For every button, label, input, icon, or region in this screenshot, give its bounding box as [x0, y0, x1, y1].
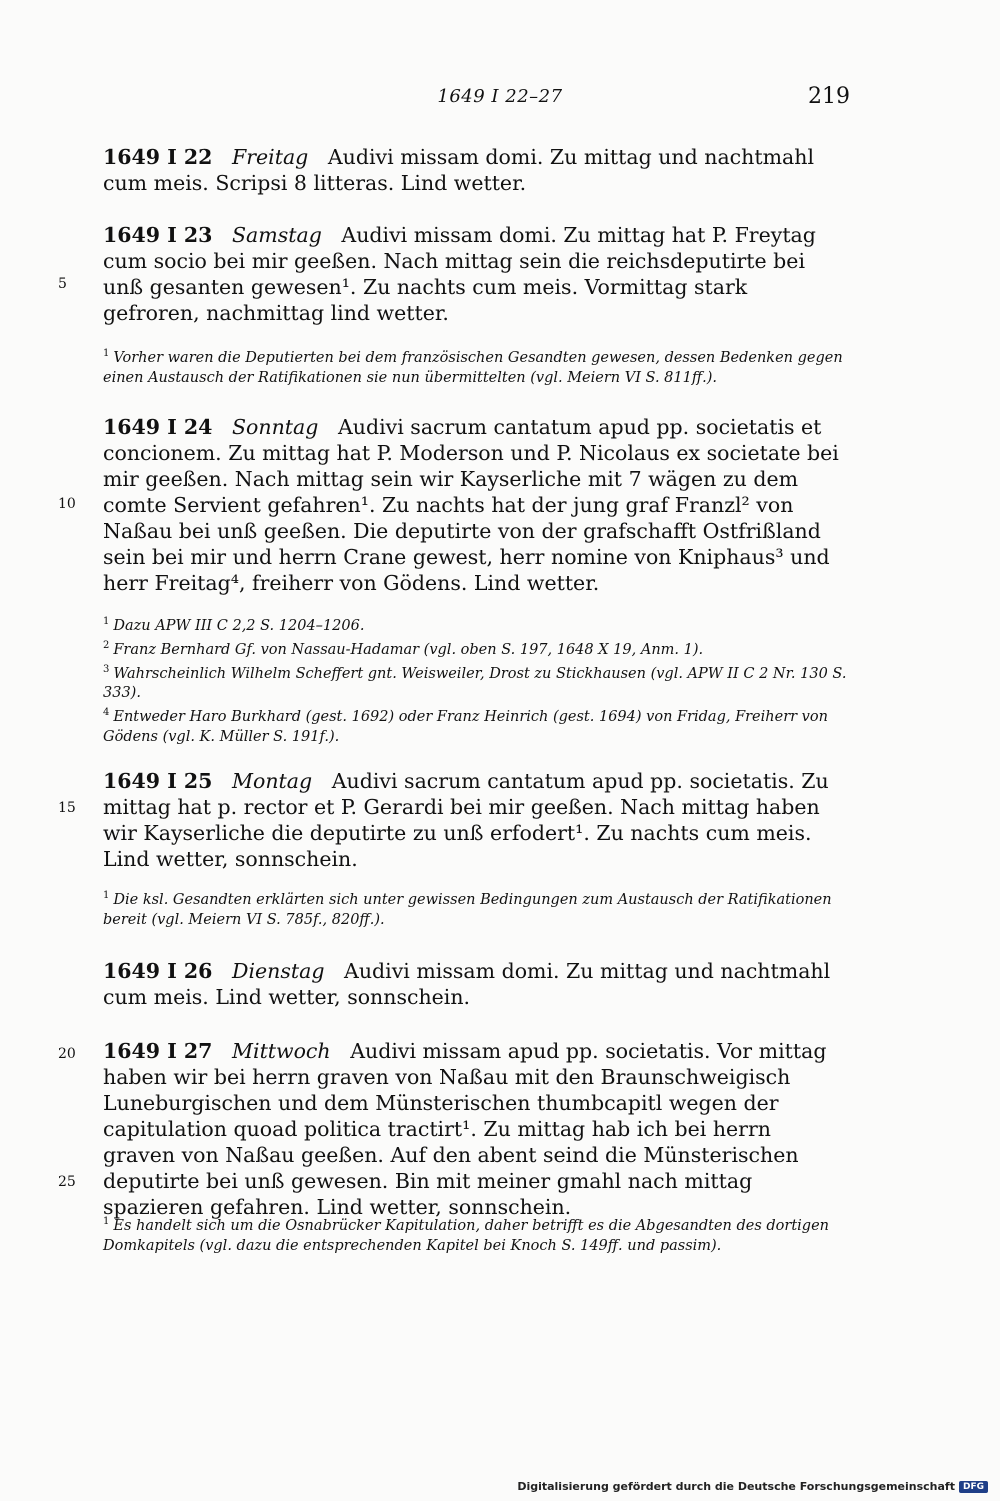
- entry-date: 1649 I 22: [103, 145, 213, 169]
- line-number: 5: [58, 276, 67, 292]
- entry-text: Audivi missam domi. Zu mittag und nachtmahl cum meis. Lind wetter, sonnschein.: [103, 959, 831, 1009]
- line-number: 10: [58, 496, 76, 512]
- footer-text: Digitalisierung gefördert durch die Deutsche Forschungsgemeinschaft: [517, 1480, 955, 1493]
- entry-text: Audivi missam apud pp. societatis. Vor mittag haben wir bei herrn graven von Naßau mit den Braunschweigisch Luneburgischen und dem Münsterischen thumbcapitl wegen der capitulation quoad politica tractirt¹. Zu mittag hab ich bei herrn graven von Naßau geeßen. Auf den abent seind die Münsterischen deputirte bei unß gewesen. Bin mit meiner gmahl nach mittag spazieren gefahren. Lind wetter, sonnschein.: [103, 1039, 827, 1219]
- entry-text: Audivi sacrum cantatum apud pp. societatis. Zu mittag hat p. rector et P. Gerardi bei mir geeßen. Nach mittag haben wir Kayserliche die deputirte zu unß erfodert¹. Zu nachts cum meis. Lind wetter, sonnschein.: [103, 769, 829, 871]
- footnotes: [103, 612, 848, 747]
- diary-entry: [103, 1038, 848, 1220]
- entry-weekday: Samstag: [232, 223, 322, 247]
- entry-weekday: Dienstag: [232, 959, 325, 983]
- footnote: $^1$ Dazu APW III C 2,2 S. 1204–1206.: [103, 616, 365, 634]
- entry-text: Audivi missam domi. Zu mittag und nachtmahl cum meis. Scripsi 8 litteras. Lind wetter.: [103, 145, 815, 195]
- footnotes: [103, 886, 848, 930]
- entry-date: 1649 I 25: [103, 769, 213, 793]
- footnote: $^4$ Entweder Haro Burkhard (gest. 1692) oder Franz Heinrich (gest. 1694) von Fridag, Freiherr von Gödens (vgl. K. Müller S. 191f.).: [103, 707, 828, 746]
- page-number: 219: [808, 84, 850, 109]
- line-number: 25: [58, 1174, 76, 1190]
- entry-date: 1649 I 26: [103, 959, 213, 983]
- entry-date: 1649 I 27: [103, 1039, 213, 1063]
- diary-entry: [103, 414, 848, 596]
- footnote: $^2$ Franz Bernhard Gf. von Nassau-Hadamar (vgl. oben S. 197, 1648 X 19, Anm. 1).: [103, 639, 704, 658]
- diary-entry: [103, 768, 848, 872]
- running-header: 1649 I 22–27: [437, 86, 563, 107]
- entry-weekday: Freitag: [232, 145, 309, 169]
- entry-weekday: Mittwoch: [232, 1039, 331, 1063]
- entry-text: Audivi missam domi. Zu mittag hat P. Freytag cum socio bei mir geeßen. Nach mittag sein die reichsdeputirte bei unß gesanten gewesen¹. Zu nachts cum meis. Vormittag stark gefroren, nachmittag lind wetter.: [103, 223, 816, 325]
- line-number: 15: [58, 800, 76, 816]
- entry-date: 1649 I 24: [103, 415, 213, 439]
- entry-text: Audivi sacrum cantatum apud pp. societatis et concionem. Zu mittag hat P. Moderson und P. Nicolaus ex societate bei mir geeßen. Nach mittag sein wir Kayserliche mit 7 wägen zu dem comte Servient gefahren¹. Zu nachts hat der jung graf Franzl² von Naßau bei unß geeßen. Die deputirte von der grafschafft Ostfrißland sein bei mir und herrn Crane gewest, herr nomine von Kniphaus³ und herr Freitag⁴, freiherr von Gödens. Lind wetter.: [103, 415, 839, 595]
- diary-entry: [103, 222, 848, 326]
- entry-weekday: Sonntag: [232, 415, 319, 439]
- entry-weekday: Montag: [232, 769, 313, 793]
- dfg-logo: DFG: [959, 1481, 988, 1493]
- footnotes: [103, 344, 848, 388]
- line-number: 20: [58, 1046, 76, 1062]
- footnotes: [103, 1212, 848, 1256]
- funding-footer: [517, 1480, 988, 1493]
- footnote: $^1$ Es handelt sich um die Osnabrücker Kapitulation, daher betrifft es die Abgesandten des dortigen Domkapitels (vgl. dazu die entsprechenden Kapitel bei Knoch S. 149ff. und passim).: [103, 1216, 830, 1254]
- entry-date: 1649 I 23: [103, 223, 213, 247]
- footnote: $^1$ Die ksl. Gesandten erklärten sich unter gewissen Bedingungen zum Austausch der Ratifikationen bereit (vgl. Meiern VI S. 785f., 820ff.).: [103, 890, 832, 928]
- diary-entry: [103, 958, 848, 1010]
- footnote: $^1$ Vorher waren die Deputierten bei dem französischen Gesandten gewesen, dessen Bedenken gegen einen Austausch der Ratifikationen sie nun übermittelten (vgl. Meiern VI S. 811ff.).: [103, 348, 843, 386]
- diary-entry: [103, 144, 848, 196]
- footnote: $^3$ Wahrscheinlich Wilhelm Scheffert gnt. Weisweiler, Drost zu Stickhausen (vgl. APW II C 2 Nr. 130 S. 333).: [103, 663, 847, 702]
